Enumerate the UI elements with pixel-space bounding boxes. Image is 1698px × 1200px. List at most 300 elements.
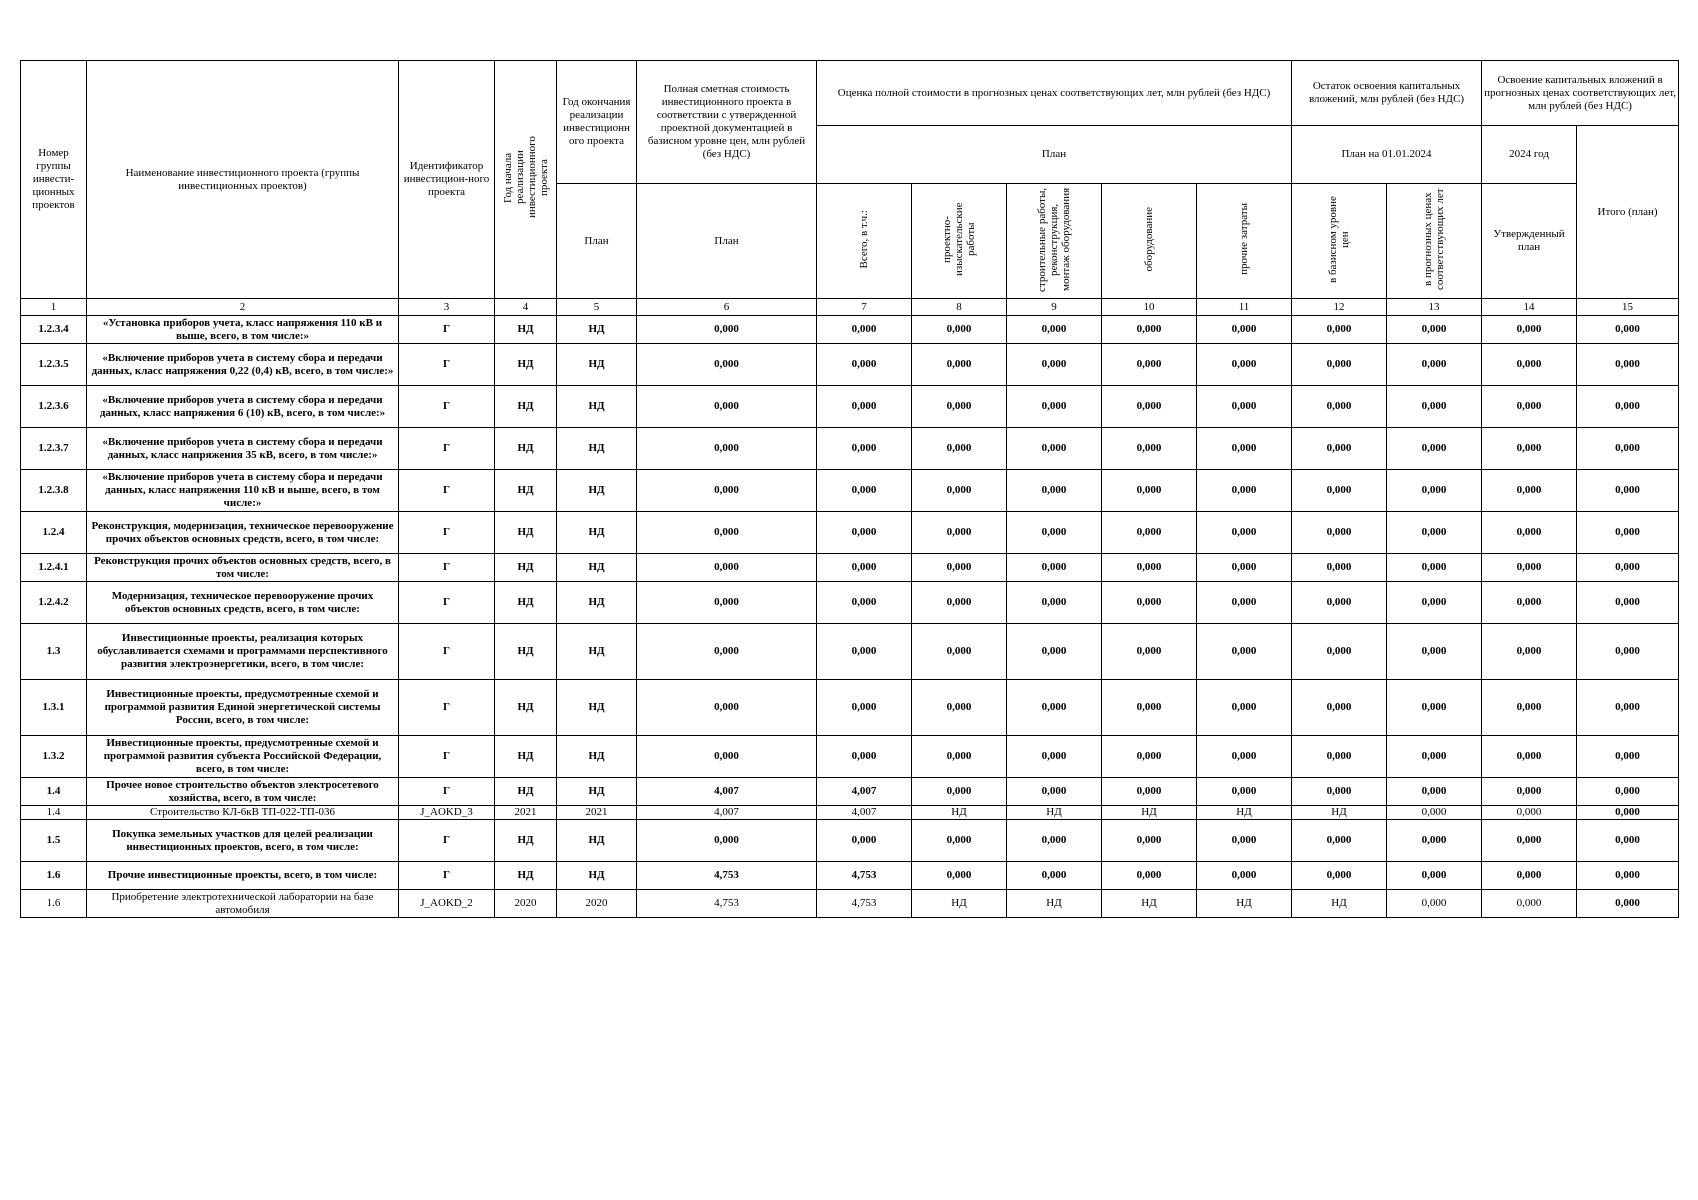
table-cell: 0,000 — [1577, 316, 1679, 344]
table-cell: НД — [557, 680, 637, 736]
column-number: 12 — [1292, 299, 1387, 316]
table-cell: 0,000 — [912, 778, 1007, 806]
table-cell: НД — [1292, 890, 1387, 918]
table-cell: 0,000 — [637, 736, 817, 778]
table-cell: 0,000 — [912, 736, 1007, 778]
table-cell: 4,753 — [637, 890, 817, 918]
table-cell: 0,000 — [817, 736, 912, 778]
table-cell: 0,000 — [1007, 386, 1102, 428]
table-row — [21, 554, 1679, 582]
table-cell: Г — [399, 862, 495, 890]
table-cell: 0,000 — [1007, 820, 1102, 862]
table-cell: НД — [557, 386, 637, 428]
header-development: Освоение капитальных вложений в прогнозных ценах соответствующих лет, млн рублей (без НДС) — [1482, 61, 1679, 126]
table-cell: «Установка приборов учета, класс напряжения 110 кВ и выше, всего, в том числе:» — [87, 316, 399, 344]
table-cell: 0,000 — [817, 680, 912, 736]
table-cell: 1.3.1 — [21, 680, 87, 736]
header-remainder: Остаток освоения капитальных вложений, млн рублей (без НДС) — [1292, 61, 1482, 126]
header-identifier: Идентификатор инвестицион-ного проекта — [399, 61, 495, 299]
table-row — [21, 582, 1679, 624]
table-cell: 0,000 — [1007, 736, 1102, 778]
table-cell: 0,000 — [1577, 512, 1679, 554]
table-cell: 0,000 — [1482, 862, 1577, 890]
column-number: 15 — [1577, 299, 1679, 316]
table-cell: 0,000 — [1482, 890, 1577, 918]
header-total-plan: Итого (план) — [1577, 126, 1679, 299]
table-cell: 0,000 — [1387, 890, 1482, 918]
table-cell: 0,000 — [817, 316, 912, 344]
header-col13-cell — [1387, 184, 1482, 299]
table-cell: НД — [1102, 806, 1197, 820]
table-cell: 0,000 — [912, 316, 1007, 344]
table-cell: 0,000 — [1292, 344, 1387, 386]
table-cell: Г — [399, 624, 495, 680]
column-number-row — [21, 299, 1679, 316]
table-cell: 0,000 — [637, 512, 817, 554]
table-cell: 0,000 — [1007, 582, 1102, 624]
table-cell: 0,000 — [1577, 680, 1679, 736]
table-cell: 1.2.3.5 — [21, 344, 87, 386]
table-cell: НД — [912, 890, 1007, 918]
table-cell: 0,000 — [1292, 624, 1387, 680]
table-cell: 0,000 — [1482, 470, 1577, 512]
table-cell: 0,000 — [817, 344, 912, 386]
header-plan-6: План — [637, 184, 817, 299]
table-cell: 0,000 — [1197, 862, 1292, 890]
table-cell: 0,000 — [1102, 316, 1197, 344]
table-cell: 0,000 — [817, 386, 912, 428]
table-cell: 0,000 — [1577, 428, 1679, 470]
table-cell: НД — [495, 778, 557, 806]
table-cell: 0,000 — [1102, 778, 1197, 806]
table-cell: 0,000 — [1482, 680, 1577, 736]
table-cell: 0,000 — [1197, 512, 1292, 554]
header-year-2024: 2024 год — [1482, 126, 1577, 184]
table-cell: 0,000 — [1482, 344, 1577, 386]
table-cell: 0,000 — [1387, 554, 1482, 582]
table-cell: Г — [399, 820, 495, 862]
table-cell: 0,000 — [637, 820, 817, 862]
table-cell: НД — [495, 624, 557, 680]
table-cell: 4,753 — [637, 862, 817, 890]
table-cell: 0,000 — [1102, 680, 1197, 736]
table-cell: 0,000 — [637, 470, 817, 512]
table-cell: 0,000 — [912, 470, 1007, 512]
table-cell: 0,000 — [1482, 512, 1577, 554]
table-cell: 1.2.3.6 — [21, 386, 87, 428]
table-cell: 0,000 — [1577, 582, 1679, 624]
table-cell: НД — [495, 512, 557, 554]
table-cell: НД — [557, 624, 637, 680]
table-cell: 0,000 — [1387, 386, 1482, 428]
table-cell: 0,000 — [1102, 554, 1197, 582]
header-col10-cell — [1102, 184, 1197, 299]
header-start-year-cell — [495, 61, 557, 299]
table-cell: Г — [399, 736, 495, 778]
table-cell: 0,000 — [1292, 736, 1387, 778]
header-plan-5: План — [557, 184, 637, 299]
table-cell: 1.2.4.1 — [21, 554, 87, 582]
table-cell: НД — [495, 736, 557, 778]
table-cell: 0,000 — [1007, 862, 1102, 890]
table-cell: НД — [495, 582, 557, 624]
table-cell: 0,000 — [1482, 428, 1577, 470]
table-cell: 0,000 — [1387, 344, 1482, 386]
header-col11-cell — [1197, 184, 1292, 299]
header-start-year: Год начала реализации инвестиционного проекта — [501, 136, 550, 219]
header-estimate-plan: План — [817, 126, 1292, 184]
table-cell: Г — [399, 386, 495, 428]
table-cell: 1.2.3.8 — [21, 470, 87, 512]
table-cell: 1.3.2 — [21, 736, 87, 778]
column-number: 10 — [1102, 299, 1197, 316]
table-cell: 2020 — [495, 890, 557, 918]
table-cell: Реконструкция, модернизация, техническое перевооружение прочих объектов основных средств, всего, в том числе: — [87, 512, 399, 554]
table-cell: 0,000 — [1007, 624, 1102, 680]
table-cell: НД — [1102, 890, 1197, 918]
table-cell: 0,000 — [1482, 316, 1577, 344]
table-row — [21, 428, 1679, 470]
table-cell: 0,000 — [1577, 554, 1679, 582]
table-cell: 0,000 — [1102, 428, 1197, 470]
table-cell: «Включение приборов учета в систему сбора и передачи данных, класс напряжения 0,22 (0,4) кВ, всего, в том числе:» — [87, 344, 399, 386]
table-cell: 0,000 — [1197, 820, 1292, 862]
table-cell: 0,000 — [1197, 344, 1292, 386]
header-col7-cell — [817, 184, 912, 299]
table-row — [21, 736, 1679, 778]
header-end-year: Год окончания реализации инвестиционн ого проекта — [557, 61, 637, 184]
table-cell: 4,753 — [817, 890, 912, 918]
table-cell: НД — [495, 820, 557, 862]
table-row — [21, 862, 1679, 890]
table-cell: 0,000 — [817, 820, 912, 862]
header-col13: в прогнозных ценах соответствующих лет — [1422, 188, 1447, 290]
table-cell: Г — [399, 582, 495, 624]
table-cell: Реконструкция прочих объектов основных средств, всего, в том числе: — [87, 554, 399, 582]
table-cell: 0,000 — [817, 554, 912, 582]
table-cell: 0,000 — [1482, 386, 1577, 428]
table-cell: 0,000 — [1007, 554, 1102, 582]
table-cell: Инвестиционные проекты, реализация которых обуславливается схемами и программами перспективного развития электроэнергетики, всего, в том числе: — [87, 624, 399, 680]
table-cell: Г — [399, 512, 495, 554]
table-cell: 0,000 — [1197, 624, 1292, 680]
table-cell: НД — [1197, 806, 1292, 820]
table-cell: 0,000 — [1482, 624, 1577, 680]
table-cell: 0,000 — [817, 582, 912, 624]
header-col8-cell — [912, 184, 1007, 299]
table-cell: НД — [495, 316, 557, 344]
table-cell: 0,000 — [1197, 316, 1292, 344]
column-number: 4 — [495, 299, 557, 316]
table-row — [21, 806, 1679, 820]
table-cell: НД — [557, 736, 637, 778]
table-cell: 2021 — [495, 806, 557, 820]
table-row — [21, 512, 1679, 554]
table-cell: 0,000 — [1102, 820, 1197, 862]
table-cell: 0,000 — [1482, 582, 1577, 624]
table-cell: 0,000 — [912, 344, 1007, 386]
table-cell: 0,000 — [1387, 778, 1482, 806]
table-cell: 0,000 — [1387, 624, 1482, 680]
table-cell: 0,000 — [1102, 736, 1197, 778]
table-cell: Покупка земельных участков для целей реализации инвестиционных проектов, всего, в том числе: — [87, 820, 399, 862]
table-cell: 1.4 — [21, 806, 87, 820]
table-cell: 0,000 — [1387, 512, 1482, 554]
table-cell: НД — [495, 680, 557, 736]
table-cell: 4,007 — [817, 806, 912, 820]
column-number: 8 — [912, 299, 1007, 316]
table-cell: 0,000 — [1577, 820, 1679, 862]
table-cell: 0,000 — [912, 582, 1007, 624]
table-cell: 0,000 — [1577, 806, 1679, 820]
table-cell: 0,000 — [1387, 820, 1482, 862]
table-cell: 0,000 — [1197, 736, 1292, 778]
table-cell: 0,000 — [1197, 428, 1292, 470]
table-cell: 0,000 — [637, 624, 817, 680]
table-cell: 0,000 — [1197, 680, 1292, 736]
table-cell: 0,000 — [1577, 736, 1679, 778]
column-number: 11 — [1197, 299, 1292, 316]
table-cell: 2021 — [557, 806, 637, 820]
table-cell: 0,000 — [637, 386, 817, 428]
table-cell: НД — [912, 806, 1007, 820]
table-cell: 4,007 — [637, 806, 817, 820]
table-cell: 0,000 — [637, 428, 817, 470]
table-cell: 1.6 — [21, 890, 87, 918]
table-cell: 0,000 — [1292, 680, 1387, 736]
table-cell: НД — [1197, 890, 1292, 918]
header-col8: проектно-изыскательские работы — [941, 202, 977, 276]
table-cell: 0,000 — [1292, 820, 1387, 862]
table-cell: НД — [1007, 806, 1102, 820]
table-cell: Приобретение электротехнической лаборатории на базе автомобиля — [87, 890, 399, 918]
table-cell: Строительство КЛ-6кВ ТП-022-ТП-036 — [87, 806, 399, 820]
table-cell: 0,000 — [1292, 386, 1387, 428]
header-col12: в базисном уровне цен — [1327, 195, 1352, 283]
table-cell: 4,753 — [817, 862, 912, 890]
table-cell: Г — [399, 316, 495, 344]
table-cell: НД — [1007, 890, 1102, 918]
table-cell: Модернизация, техническое перевооружение прочих объектов основных средств, всего, в том числе: — [87, 582, 399, 624]
header-remainder-plan: План на 01.01.2024 — [1292, 126, 1482, 184]
column-number: 2 — [87, 299, 399, 316]
table-cell: 0,000 — [637, 680, 817, 736]
header-col9: строительные работы, реконструкция, монтаж оборудования — [1036, 186, 1072, 292]
table-cell: Прочие инвестиционные проекты, всего, в том числе: — [87, 862, 399, 890]
table-cell: Инвестиционные проекты, предусмотренные схемой и программой развития субъекта Российской Федерации, всего, в том числе: — [87, 736, 399, 778]
table-cell: 0,000 — [1197, 778, 1292, 806]
table-cell: Г — [399, 778, 495, 806]
table-cell: 0,000 — [1007, 778, 1102, 806]
table-row — [21, 316, 1679, 344]
table-cell: 0,000 — [1577, 344, 1679, 386]
table-cell: 0,000 — [1577, 624, 1679, 680]
column-number: 1 — [21, 299, 87, 316]
table-cell: 0,000 — [1007, 680, 1102, 736]
table-cell: J_AOKD_2 — [399, 890, 495, 918]
table-cell: 0,000 — [1292, 778, 1387, 806]
table-cell: 0,000 — [1197, 470, 1292, 512]
table-cell: 0,000 — [912, 680, 1007, 736]
table-cell: НД — [495, 554, 557, 582]
table-cell: 0,000 — [1292, 554, 1387, 582]
table-cell: НД — [557, 316, 637, 344]
header-project-name: Наименование инвестиционного проекта (группы инвестиционных проектов) — [87, 61, 399, 299]
header-col10: оборудование — [1143, 206, 1155, 272]
table-cell: НД — [557, 344, 637, 386]
table-cell: 0,000 — [1197, 582, 1292, 624]
table-cell: 0,000 — [1387, 582, 1482, 624]
table-cell: Г — [399, 428, 495, 470]
table-cell: НД — [495, 386, 557, 428]
table-cell: 0,000 — [1482, 736, 1577, 778]
table-cell: 0,000 — [1387, 428, 1482, 470]
table-cell: 0,000 — [912, 624, 1007, 680]
table-cell: 0,000 — [1102, 624, 1197, 680]
column-number: 3 — [399, 299, 495, 316]
table-cell: 1.2.4 — [21, 512, 87, 554]
table-cell: 0,000 — [1387, 470, 1482, 512]
table-cell: 1.2.3.4 — [21, 316, 87, 344]
table-row — [21, 386, 1679, 428]
table-row — [21, 680, 1679, 736]
table-cell: J_AOKD_3 — [399, 806, 495, 820]
table-cell: Прочее новое строительство объектов электросетевого хозяйства, всего, в том числе: — [87, 778, 399, 806]
table-cell: 0,000 — [912, 428, 1007, 470]
table-cell: НД — [557, 554, 637, 582]
table-cell: 1.6 — [21, 862, 87, 890]
table-cell: 2020 — [557, 890, 637, 918]
table-cell: 0,000 — [637, 582, 817, 624]
table-cell: 0,000 — [1292, 428, 1387, 470]
table-cell: 0,000 — [817, 428, 912, 470]
table-cell: НД — [557, 582, 637, 624]
table-cell: 0,000 — [1102, 582, 1197, 624]
table-cell: 0,000 — [1577, 862, 1679, 890]
table-cell: 4,007 — [637, 778, 817, 806]
table-cell: НД — [557, 512, 637, 554]
table-cell: 0,000 — [1197, 554, 1292, 582]
table-cell: 0,000 — [817, 512, 912, 554]
table-cell: 0,000 — [1482, 820, 1577, 862]
table-cell: Г — [399, 680, 495, 736]
table-body — [21, 316, 1679, 918]
column-number: 5 — [557, 299, 637, 316]
table-cell: 0,000 — [1577, 890, 1679, 918]
table-cell: 1.5 — [21, 820, 87, 862]
table-cell: 0,000 — [1387, 316, 1482, 344]
table-row — [21, 624, 1679, 680]
table-cell: 0,000 — [1482, 806, 1577, 820]
table-cell: Г — [399, 344, 495, 386]
table-cell: 1.2.4.2 — [21, 582, 87, 624]
table-row — [21, 470, 1679, 512]
table-cell: 0,000 — [637, 316, 817, 344]
header-col7: Всего, в т.ч.: — [858, 209, 870, 269]
table-cell: 0,000 — [817, 470, 912, 512]
table-cell: 0,000 — [1577, 778, 1679, 806]
header-col11: прочие затраты — [1238, 203, 1251, 275]
table-cell: 1.3 — [21, 624, 87, 680]
table-cell: 0,000 — [912, 554, 1007, 582]
header-group-number: Номер группы инвести-ционных проектов — [21, 61, 87, 299]
table-cell: НД — [557, 862, 637, 890]
table-cell: 0,000 — [912, 386, 1007, 428]
table-cell: 0,000 — [1292, 862, 1387, 890]
table-row — [21, 778, 1679, 806]
table-cell: «Включение приборов учета в систему сбора и передачи данных, класс напряжения 110 кВ и выше, всего, в том числе:» — [87, 470, 399, 512]
table-cell: 0,000 — [1007, 316, 1102, 344]
table-cell: Инвестиционные проекты, предусмотренные схемой и программой развития Единой энергетической системы России, всего, в том числе: — [87, 680, 399, 736]
header-full-cost: Полная сметная стоимость инвестиционного проекта в соответствии с утвержденной проектной документацией в базисном уровне цен, млн рублей (без НДС) — [637, 61, 817, 184]
table-cell: НД — [557, 470, 637, 512]
header-estimate: Оценка полной стоимости в прогнозных ценах соответствующих лет, млн рублей (без НДС) — [817, 61, 1292, 126]
table-row — [21, 820, 1679, 862]
table-cell: 0,000 — [1292, 470, 1387, 512]
table-cell: НД — [1292, 806, 1387, 820]
table-cell: НД — [495, 862, 557, 890]
table-cell: 1.2.3.7 — [21, 428, 87, 470]
column-number: 13 — [1387, 299, 1482, 316]
table-cell: 0,000 — [1292, 316, 1387, 344]
header-approved-plan: Утвержденный план — [1482, 184, 1577, 299]
header-col9-cell — [1007, 184, 1102, 299]
table-cell: 0,000 — [1007, 512, 1102, 554]
table-cell: 0,000 — [1577, 386, 1679, 428]
table-cell: 0,000 — [1197, 386, 1292, 428]
table-cell: 0,000 — [1292, 582, 1387, 624]
table-cell: 0,000 — [1482, 778, 1577, 806]
table-cell: 0,000 — [1387, 680, 1482, 736]
header-col12-cell — [1292, 184, 1387, 299]
column-number: 7 — [817, 299, 912, 316]
table-cell: «Включение приборов учета в систему сбора и передачи данных, класс напряжения 35 кВ, всего, в том числе:» — [87, 428, 399, 470]
column-number: 6 — [637, 299, 817, 316]
table-cell: 0,000 — [1577, 470, 1679, 512]
table-cell: НД — [495, 470, 557, 512]
table-cell: Г — [399, 554, 495, 582]
table-cell: 0,000 — [1102, 512, 1197, 554]
table-cell: 0,000 — [1387, 862, 1482, 890]
table-cell: 0,000 — [912, 862, 1007, 890]
table-cell: НД — [495, 344, 557, 386]
column-number: 14 — [1482, 299, 1577, 316]
table-cell: 0,000 — [637, 554, 817, 582]
table-cell: 0,000 — [912, 820, 1007, 862]
table-cell: НД — [557, 428, 637, 470]
table-cell: 0,000 — [1102, 344, 1197, 386]
table-cell: 4,007 — [817, 778, 912, 806]
table-cell: 0,000 — [1007, 470, 1102, 512]
table-cell: 0,000 — [817, 624, 912, 680]
table-cell: НД — [557, 820, 637, 862]
table-header — [21, 61, 1679, 316]
table-cell: 0,000 — [1007, 344, 1102, 386]
table-cell: 0,000 — [1102, 386, 1197, 428]
investment-table — [20, 60, 1679, 918]
table-cell: НД — [495, 428, 557, 470]
table-row — [21, 344, 1679, 386]
table-row — [21, 890, 1679, 918]
table-cell: Г — [399, 470, 495, 512]
table-cell: 0,000 — [1102, 470, 1197, 512]
table-cell: 1.4 — [21, 778, 87, 806]
table-cell: «Включение приборов учета в систему сбора и передачи данных, класс напряжения 6 (10) кВ, всего, в том числе:» — [87, 386, 399, 428]
table-cell: 0,000 — [1387, 736, 1482, 778]
table-cell: НД — [557, 778, 637, 806]
table-cell: 0,000 — [1292, 512, 1387, 554]
table-cell: 0,000 — [637, 344, 817, 386]
